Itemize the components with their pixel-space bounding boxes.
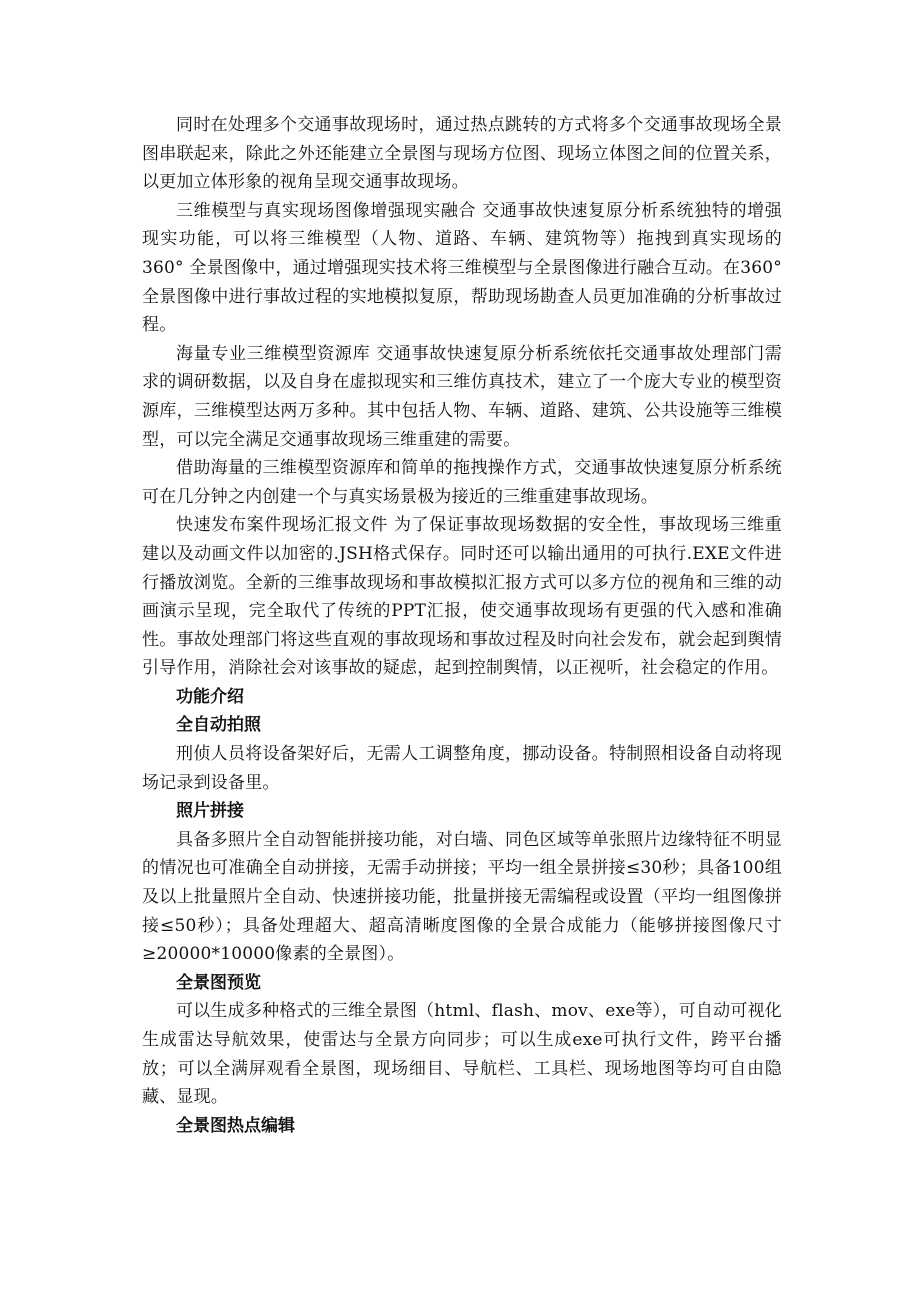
paragraph-ar-fusion: 三维模型与真实现场图像增强现实融合 交通事故快速复原分析系统独特的增强现实功能，可以将三维模型（人物、道路、车辆、建筑物等）拖拽到真实现场的360° 全景图像中，通过增强现实技术将三维模型与全景图像进行融合互动。在360° 全景图像中进行事故过程的实地模拟复原，帮助现场勘查人员更加准确的分析事故过程。 xyxy=(142,200,782,336)
paragraph-publish-report: 快速发布案件现场汇报文件 为了保证事故现场数据的安全性，事故现场三维重建以及动画文件以加密的.JSH格式保存。同时还可以输出通用的可执行.EXE文件进行播放浏览。全新的三维事故现场和事故模拟汇报方式可以多方位的视角和三维的动画演示呈现，完全取代了传统的PPT汇报，使交通事故现场有更强的代入感和准确性。事故处理部门将这些直观的事故现场和事故过程及时向社会发布，就会起到舆情引导作用，消除社会对该事故的疑虑，起到控制舆情，以正视听，社会稳定的作用。 xyxy=(142,515,782,679)
paragraph-drag-drop: 借助海量的三维模型资源库和简单的拖拽操作方式，交通事故快速复原分析系统可在几分钟之内创建一个与真实场景极为接近的三维重建事故现场。 xyxy=(142,458,782,507)
paragraph-model-library: 海量专业三维模型资源库 交通事故快速复原分析系统依托交通事故处理部门需求的调研数据，以及自身在虚拟现实和三维仿真技术，建立了一个庞大专业的模型资源库，三维模型达两万多种。其中包括人物、车辆、道路、建筑、公共设施等三维模型，可以完全满足交通事故现场三维重建的需要。 xyxy=(142,343,782,450)
paragraph-auto-photo: 刑侦人员将设备架好后，无需人工调整角度，挪动设备。特制照相设备自动将现场记录到设备里。 xyxy=(142,744,782,793)
heading-panorama-preview: 全景图预览 xyxy=(176,972,261,993)
paragraph-photo-stitching: 具备多照片全自动智能拼接功能，对白墙、同色区域等单张照片边缘特征不明显的情况也可准确全自动拼接，无需手动拼接；平均一组全景拼接≤30秒；具备100组及以上批量照片全自动、快速拼接功能，批量拼接无需编程或设置（平均一组图像拼接≤50秒）；具备处理超大、超高清晰度图像的全景合成能力（能够拼接图像尺寸≥20000*10000像素的全景图）。 xyxy=(142,829,782,965)
heading-feature-intro: 功能介绍 xyxy=(176,686,244,707)
heading-hotspot-edit: 全景图热点编辑 xyxy=(176,1115,295,1136)
heading-auto-photo: 全自动拍照 xyxy=(176,715,261,736)
document-page xyxy=(142,111,782,1140)
heading-photo-stitching: 照片拼接 xyxy=(176,801,244,822)
paragraph-panorama-preview: 可以生成多种格式的三维全景图（html、flash、mov、exe等），可自动可视化生成雷达导航效果，使雷达与全景方向同步；可以生成exe可执行文件，跨平台播放；可以全满屏观看全景图，现场细目、导航栏、工具栏、现场地图等均可自由隐藏、显现。 xyxy=(142,1001,782,1108)
paragraph-hotspot-linking: 同时在处理多个交通事故现场时，通过热点跳转的方式将多个交通事故现场全景图串联起来，除此之外还能建立全景图与现场方位图、现场立体图之间的位置关系，以更加立体形象的视角呈现交通事故现场。 xyxy=(142,115,782,193)
